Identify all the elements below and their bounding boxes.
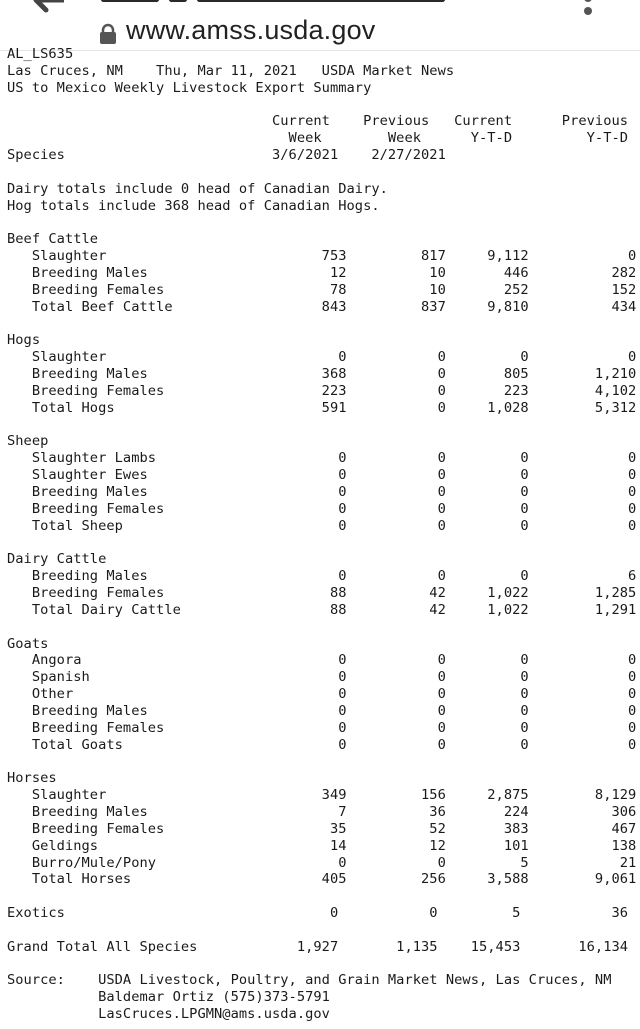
report-line bbox=[7, 534, 637, 551]
page-title-cropped bbox=[100, 0, 480, 2]
report-body bbox=[7, 46, 637, 1023]
report-line: Slaughter 753 817 9,112 0 bbox=[7, 248, 637, 265]
report-line bbox=[7, 417, 637, 434]
report-line: Total Goats 0 0 0 0 bbox=[7, 736, 637, 753]
report-line: Breeding Males 368 0 805 1,210 bbox=[7, 366, 637, 383]
report-line bbox=[7, 97, 637, 114]
report-line: US to Mexico Weekly Livestock Export Summary bbox=[7, 79, 372, 96]
report-line: Hogs bbox=[7, 332, 41, 349]
report-line: Geldings 14 12 101 138 bbox=[7, 837, 637, 854]
report-line bbox=[7, 619, 637, 636]
report-line: Slaughter 349 156 2,875 8,129 bbox=[7, 787, 637, 804]
report-line: Horses bbox=[7, 770, 57, 787]
report-line: Grand Total All Species 1,927 1,135 15,453 16,134 bbox=[7, 938, 629, 955]
report-line: Hog totals include 368 head of Canadian Hogs. bbox=[7, 197, 380, 214]
report-line: Breeding Males 7 36 224 306 bbox=[7, 803, 637, 820]
report-line: Spanish 0 0 0 0 bbox=[7, 669, 637, 686]
report-line: Sheep bbox=[7, 433, 49, 450]
report-line bbox=[7, 316, 637, 333]
report-line: Total Hogs 591 0 1,028 5,312 bbox=[7, 399, 637, 416]
browser-address-bar bbox=[0, 0, 640, 51]
report-line: Breeding Females 0 0 0 0 bbox=[7, 719, 637, 736]
lock-icon bbox=[98, 23, 118, 45]
report-line: Breeding Females 0 0 0 0 bbox=[7, 500, 637, 517]
report-line: Breeding Males 0 0 0 0 bbox=[7, 483, 637, 500]
back-arrow-icon[interactable] bbox=[28, 0, 68, 16]
report-line: Goats bbox=[7, 635, 49, 652]
report-line bbox=[7, 888, 637, 905]
url-text[interactable]: www.amss.usda.gov bbox=[126, 15, 376, 45]
report-line: Las Cruces, NM Thu, Mar 11, 2021 USDA Market News bbox=[7, 62, 455, 79]
report-line bbox=[7, 214, 637, 231]
report-line bbox=[7, 956, 637, 973]
report-line: Breeding Females 88 42 1,022 1,285 bbox=[7, 585, 637, 601]
report-line: Species 3/6/2021 2/27/2021 bbox=[7, 147, 446, 164]
report-line: AL_LS635 bbox=[7, 46, 74, 62]
report-line: Total Horses 405 256 3,588 9,061 bbox=[7, 871, 637, 888]
report-line: Beef Cattle bbox=[7, 231, 99, 248]
report-line bbox=[7, 922, 637, 939]
report-line: Exotics 0 0 5 36 bbox=[7, 905, 629, 922]
report-line: Breeding Males 0 0 0 0 bbox=[7, 702, 637, 719]
report-line: Total Dairy Cattle 88 42 1,022 1,291 bbox=[7, 601, 637, 618]
report-line: Breeding Females 78 10 252 152 bbox=[7, 281, 637, 298]
report-line: Week Week Y-T-D Y-T-D bbox=[7, 130, 629, 147]
report-line: Breeding Females 35 52 383 467 bbox=[7, 820, 637, 837]
report-line: Slaughter 0 0 0 0 bbox=[7, 349, 637, 366]
report-line: Breeding Females 223 0 223 4,102 bbox=[7, 382, 637, 399]
more-menu-icon[interactable] bbox=[580, 0, 596, 20]
report-line: Breeding Males 0 0 0 6 bbox=[7, 568, 637, 585]
report-line: Current Previous Current Previous bbox=[7, 113, 629, 130]
report-line: Burro/Mule/Pony 0 0 5 21 bbox=[7, 854, 637, 871]
report-line: LasCruces.LPGMN@ams.usda.gov bbox=[7, 1006, 330, 1023]
report-line: Other 0 0 0 0 bbox=[7, 686, 637, 703]
report-line: Slaughter Ewes 0 0 0 0 bbox=[7, 467, 637, 484]
report-line: Dairy totals include 0 head of Canadian Dairy. bbox=[7, 180, 388, 197]
report-line: Angora 0 0 0 0 bbox=[7, 652, 637, 669]
report-line: Source: USDA Livestock, Poultry, and Grain Market News, Las Cruces, NM bbox=[7, 972, 612, 989]
report-line: Total Sheep 0 0 0 0 bbox=[7, 517, 637, 534]
report-line: Slaughter Lambs 0 0 0 0 bbox=[7, 450, 637, 467]
report-line bbox=[7, 753, 637, 770]
report-line: Total Beef Cattle 843 837 9,810 434 bbox=[7, 298, 637, 315]
report-line: Breeding Males 12 10 446 282 bbox=[7, 264, 637, 281]
report-line: Baldemar Ortiz (575)373-5791 bbox=[7, 989, 330, 1006]
report-line: Dairy Cattle bbox=[7, 551, 107, 568]
report-line bbox=[7, 164, 637, 181]
